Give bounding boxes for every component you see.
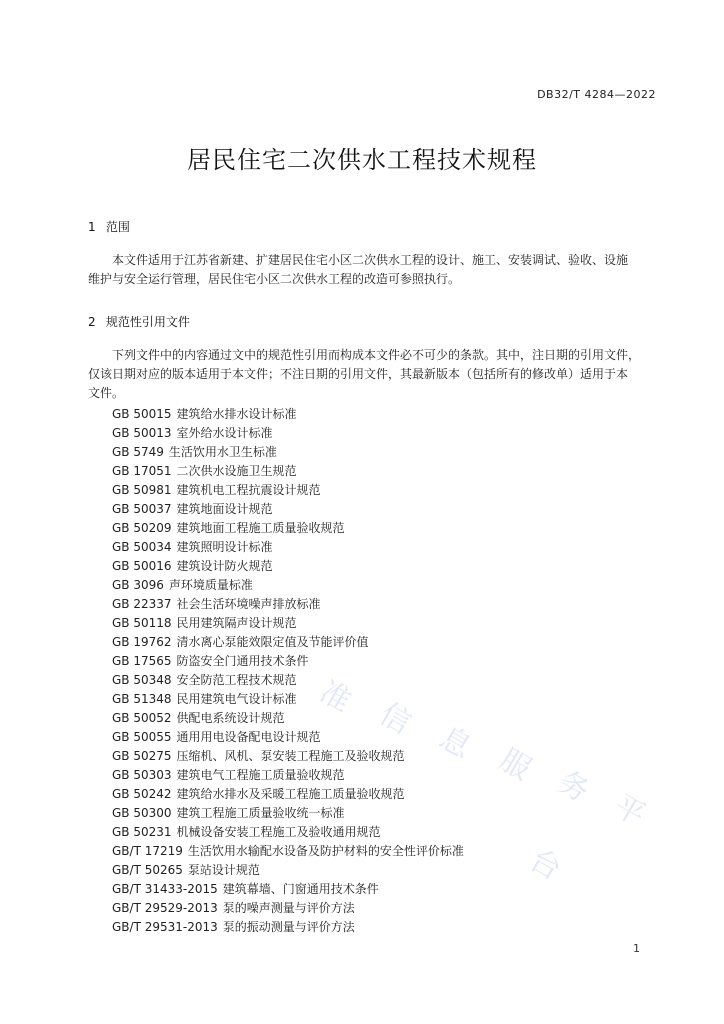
reference-name: 通用用电设备配电设计规范	[176, 730, 321, 744]
reference-name: 建筑地面工程施工质量验收规范	[176, 521, 345, 535]
watermark-char: 平	[607, 788, 651, 834]
reference-item	[112, 785, 464, 804]
reference-code: GB 50016	[112, 559, 172, 573]
reference-item	[112, 405, 464, 424]
section-title: 规范性引用文件	[105, 315, 190, 329]
reference-code: GB 51348	[112, 692, 172, 706]
reference-name: 泵站设计规范	[187, 863, 260, 877]
reference-name: 防盗安全门通用技术条件	[176, 654, 309, 668]
reference-code: GB 50242	[112, 787, 172, 801]
reference-name: 室外给水设计标准	[176, 426, 273, 440]
reference-code: GB/T 50265	[112, 863, 183, 877]
reference-item	[112, 576, 464, 595]
section-number: 1	[88, 220, 96, 234]
document-code: DB32/T 4284—2022	[537, 88, 656, 101]
reference-item	[112, 595, 464, 614]
reference-item	[112, 538, 464, 557]
reference-item	[112, 804, 464, 823]
reference-item	[112, 519, 464, 538]
section-heading-scope	[88, 218, 130, 235]
reference-item	[112, 766, 464, 785]
reference-name: 机械设备安装工程施工及验收通用规范	[176, 825, 381, 839]
watermark-char: 服	[493, 742, 537, 788]
reference-name: 建筑幕墙、门窗通用技术条件	[222, 882, 379, 896]
paragraph-line: 文件。	[88, 386, 125, 400]
reference-code: GB 50034	[112, 540, 172, 554]
reference-name: 建筑工程施工质量验收统一标准	[176, 806, 345, 820]
reference-name: 建筑给水排水设计标准	[176, 407, 297, 421]
section-title: 范围	[105, 220, 130, 234]
reference-item	[112, 728, 464, 747]
reference-item	[112, 823, 464, 842]
section-number: 2	[88, 315, 96, 329]
reference-item	[112, 709, 464, 728]
reference-name: 民用建筑电气设计标准	[176, 692, 297, 706]
reference-item	[112, 747, 464, 766]
reference-code: GB 50055	[112, 730, 172, 744]
reference-item	[112, 462, 464, 481]
reference-code: GB/T 29529-2013	[112, 901, 218, 915]
reference-item	[112, 652, 464, 671]
reference-code: GB 50037	[112, 502, 172, 516]
section-heading-normative	[88, 313, 190, 330]
reference-code: GB 50231	[112, 825, 172, 839]
reference-code: GB 3096	[112, 578, 164, 592]
reference-name: 社会生活环境噪声排放标准	[176, 597, 321, 611]
page-number: 1	[633, 942, 640, 955]
reference-item	[112, 633, 464, 652]
reference-list	[112, 405, 464, 937]
watermark-char: 务	[551, 764, 595, 810]
reference-code: GB/T 29531-2013	[112, 920, 218, 934]
reference-name: 建筑给水排水及采暖工程施工质量验收规范	[176, 787, 405, 801]
paragraph-line: 仅该日期对应的版本适用于本文件；不注日期的引用文件，其最新版本（包括所有的修改单）适用于本	[88, 367, 629, 381]
reference-item	[112, 842, 464, 861]
watermark-char: 息	[433, 720, 477, 766]
reference-item	[112, 481, 464, 500]
reference-item	[112, 500, 464, 519]
scope-paragraph	[88, 251, 658, 289]
reference-name: 压缩机、风机、泵安装工程施工及验收规范	[176, 749, 405, 763]
reference-item	[112, 899, 464, 918]
reference-item	[112, 880, 464, 899]
reference-code: GB 50348	[112, 673, 172, 687]
reference-code: GB/T 31433-2015	[112, 882, 218, 896]
reference-item	[112, 443, 464, 462]
paragraph-line: 下列文件中的内容通过文中的规范性引用而构成本文件必不可少的条款。其中，注日期的引用文件，	[112, 348, 641, 362]
watermark-char: 台	[523, 842, 567, 888]
reference-name: 声环境质量标准	[168, 578, 253, 592]
reference-name: 二次供水设施卫生规范	[176, 464, 297, 478]
reference-code: GB 19762	[112, 635, 172, 649]
reference-name: 供配电系统设计规范	[176, 711, 285, 725]
reference-code: GB 50303	[112, 768, 172, 782]
reference-name: 建筑机电工程抗震设计规范	[176, 483, 321, 497]
normative-paragraph	[88, 346, 658, 403]
reference-name: 建筑电气工程施工质量验收规范	[176, 768, 345, 782]
reference-item	[112, 861, 464, 880]
reference-code: GB 5749	[112, 445, 164, 459]
reference-code: GB 50013	[112, 426, 172, 440]
reference-name: 建筑设计防火规范	[176, 559, 273, 573]
reference-code: GB 50118	[112, 616, 172, 630]
paragraph-line: 维护与安全运行管理，居民住宅小区二次供水工程的改造可参照执行。	[88, 272, 461, 286]
reference-name: 泵的振动测量与评价方法	[222, 920, 355, 934]
reference-item	[112, 671, 464, 690]
reference-name: 生活饮用水卫生标准	[168, 445, 277, 459]
reference-code: GB 17565	[112, 654, 172, 668]
reference-code: GB 50981	[112, 483, 172, 497]
reference-name: 建筑地面设计规范	[176, 502, 273, 516]
reference-code: GB 50052	[112, 711, 172, 725]
paragraph-line: 本文件适用于江苏省新建、扩建居民住宅小区二次供水工程的设计、施工、安装调试、验收、设施	[112, 253, 629, 267]
reference-item	[112, 614, 464, 633]
reference-name: 清水离心泵能效限定值及节能评价值	[176, 635, 369, 649]
watermark-char: 准	[313, 674, 357, 720]
reference-name: 建筑照明设计标准	[176, 540, 273, 554]
reference-code: GB 50015	[112, 407, 172, 421]
watermark-char: 信	[373, 696, 417, 742]
reference-code: GB 50300	[112, 806, 172, 820]
reference-name: 安全防范工程技术规范	[176, 673, 297, 687]
document-title: 居民住宅二次供水工程技术规程	[187, 146, 537, 174]
reference-code: GB 17051	[112, 464, 172, 478]
reference-item	[112, 690, 464, 709]
reference-code: GB/T 17219	[112, 844, 183, 858]
reference-code: GB 50275	[112, 749, 172, 763]
reference-item	[112, 424, 464, 443]
reference-item	[112, 918, 464, 937]
reference-item	[112, 557, 464, 576]
reference-code: GB 50209	[112, 521, 172, 535]
reference-name: 泵的噪声测量与评价方法	[222, 901, 355, 915]
reference-code: GB 22337	[112, 597, 172, 611]
reference-name: 生活饮用水输配水设备及防护材料的安全性评价标准	[187, 844, 464, 858]
reference-name: 民用建筑隔声设计规范	[176, 616, 297, 630]
